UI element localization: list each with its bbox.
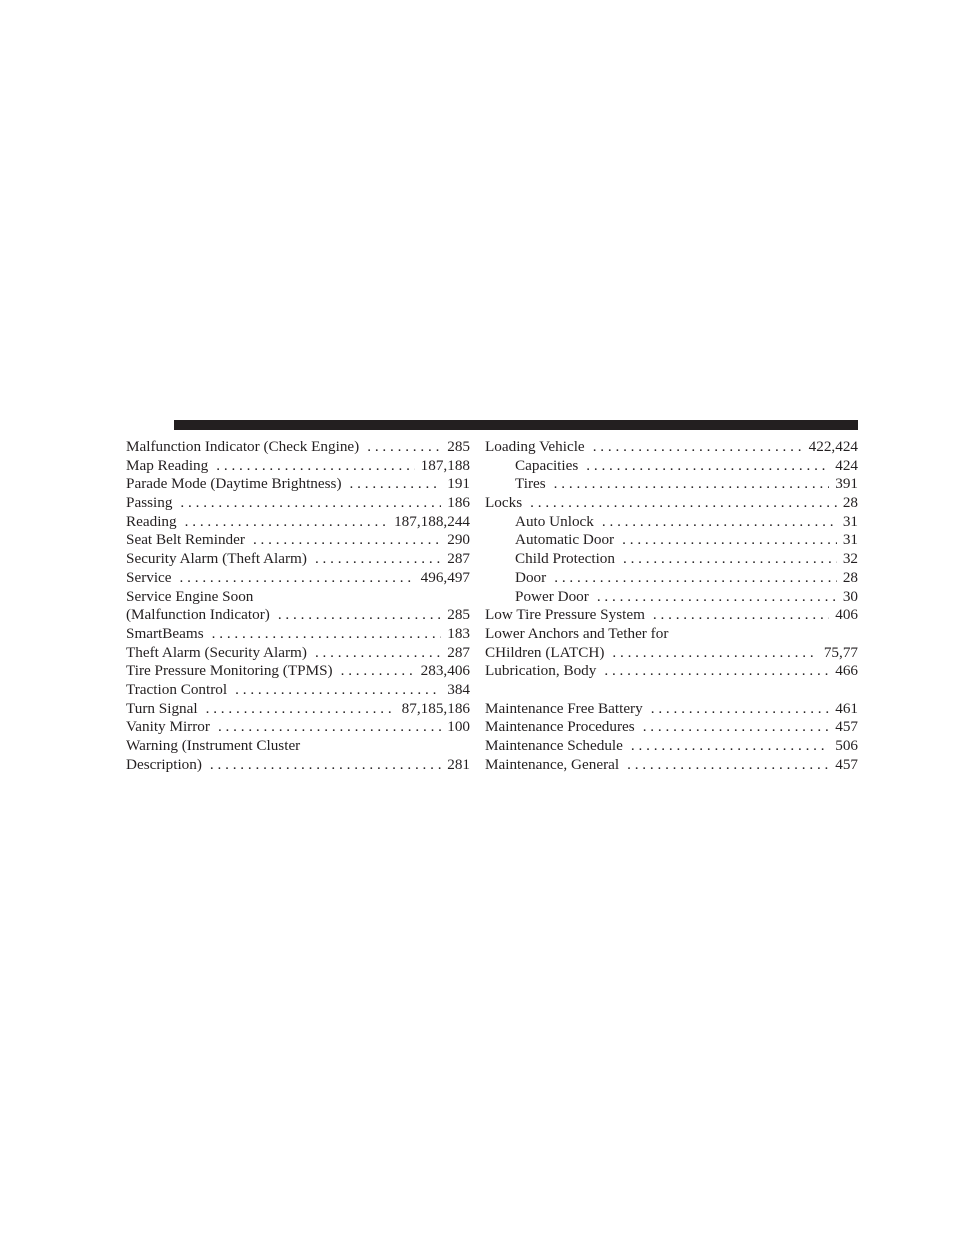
entry-pages: 87,185,186 [401,699,470,717]
entry-label: Parade Mode (Daytime Brightness) [126,475,342,493]
index-subentry [485,457,858,476]
index-entry [485,718,858,737]
entry-label: Warning (Instrument Cluster [126,737,301,754]
entry-pages: 285 [447,606,470,624]
entry-label: Child Protection [515,550,615,568]
entry-label: Maintenance, General [485,755,620,773]
entry-label: Theft Alarm (Security Alarm) [126,643,307,661]
entry-pages: 285 [447,438,470,455]
entry-label: Turn Signal [126,699,198,717]
index-entry [126,569,470,588]
entry-pages: 422,424 [808,438,858,455]
entry-label: Lubrication, Body [485,662,597,680]
entry-pages: 287 [447,550,470,568]
entry-pages: 187,188,244 [394,512,470,530]
entry-label: Auto Unlock [515,512,594,530]
index-entry [485,494,858,513]
index-entry [485,737,858,756]
index-entry [126,681,470,700]
entry-label: CHildren (LATCH) [485,643,605,661]
index-entry [126,550,470,569]
index-subentry [485,569,858,588]
entry-pages: 32 [842,550,858,568]
entry-pages: 187,188 [420,456,470,474]
entry-label: Seat Belt Reminder [126,531,245,549]
entry-pages: 466 [835,662,858,680]
entry-label: Description) [126,755,202,773]
index-entry [126,662,470,681]
index-entry [485,606,858,625]
entry-label: Vanity Mirror [126,718,210,736]
entry-label: Power Door [515,587,589,605]
entry-pages: 391 [835,475,858,493]
index-entry [126,756,470,775]
entry-pages: 287 [447,643,470,661]
index-entry [485,438,858,457]
entry-label: Maintenance Free Battery [485,699,643,717]
entry-label: Security Alarm (Theft Alarm) [126,550,307,568]
index-entry [126,625,470,644]
index-entry [126,588,470,607]
index-entry [126,494,470,513]
entry-label: Capacities [515,456,579,474]
index-entry [126,700,470,719]
index-column-right [485,438,858,774]
index-subentry [485,531,858,550]
index-subentry [485,475,858,494]
index-subentry [485,588,858,607]
entry-label: Maintenance Procedures [485,718,635,736]
entry-pages: 28 [842,568,858,586]
index-entry [126,438,470,457]
entry-pages: 28 [842,494,858,512]
entry-pages: 30 [842,587,858,605]
entry-pages: 290 [447,531,470,549]
index-entry [485,625,858,644]
index-entry [126,737,470,756]
entry-label: Locks [485,494,523,512]
index-entry [126,606,470,625]
index-entry [126,644,470,663]
entry-pages: 406 [835,606,858,624]
index-entry [485,700,858,719]
entry-pages: 191 [447,475,470,493]
entry-pages: 31 [842,531,858,549]
entry-label: Reading [126,512,177,530]
index-entry [126,475,470,494]
index-entry [126,513,470,532]
entry-label: Service [126,568,172,586]
entry-label: Loading Vehicle [485,438,585,455]
entry-pages: 384 [447,680,470,698]
entry-label: Tires [515,475,546,493]
entry-pages: 183 [447,624,470,642]
entry-label: (Malfunction Indicator) [126,606,270,624]
entry-pages: 281 [447,755,470,773]
index-entry [485,644,858,663]
entry-pages: 457 [835,755,858,773]
entry-label: Lower Anchors and Tether for [485,624,669,642]
entry-label: Map Reading [126,456,209,474]
index-subentry [485,550,858,569]
entry-pages: 457 [835,718,858,736]
entry-pages: 31 [842,512,858,530]
index-entry [485,756,858,775]
index-entry [485,662,858,681]
entry-pages: 424 [835,456,858,474]
entry-label: Maintenance Schedule [485,737,623,754]
entry-label: Tire Pressure Monitoring (TPMS) [126,662,333,680]
entry-pages: 461 [835,699,858,717]
index-entry [126,531,470,550]
entry-pages: 496,497 [420,568,470,586]
index-gap [485,681,858,700]
entry-label: Door [515,568,547,586]
entry-pages: 100 [447,718,470,736]
index-entry [126,718,470,737]
index-subentry [485,513,858,532]
entry-label: SmartBeams [126,624,204,642]
index-entry [126,457,470,476]
entry-pages: 186 [447,494,470,512]
entry-label: Passing [126,494,173,512]
entry-label: Malfunction Indicator (Check Engine) [126,438,360,455]
entry-label: Automatic Door [515,531,615,549]
entry-pages: 506 [835,737,858,754]
entry-label: Low Tire Pressure System [485,606,645,624]
index-column-left [126,438,470,774]
entry-label: Traction Control [126,680,228,698]
entry-pages: 75,77 [823,643,858,661]
header-rule-bar [174,420,858,430]
entry-pages: 283,406 [420,662,470,680]
entry-label: Service Engine Soon [126,587,254,605]
